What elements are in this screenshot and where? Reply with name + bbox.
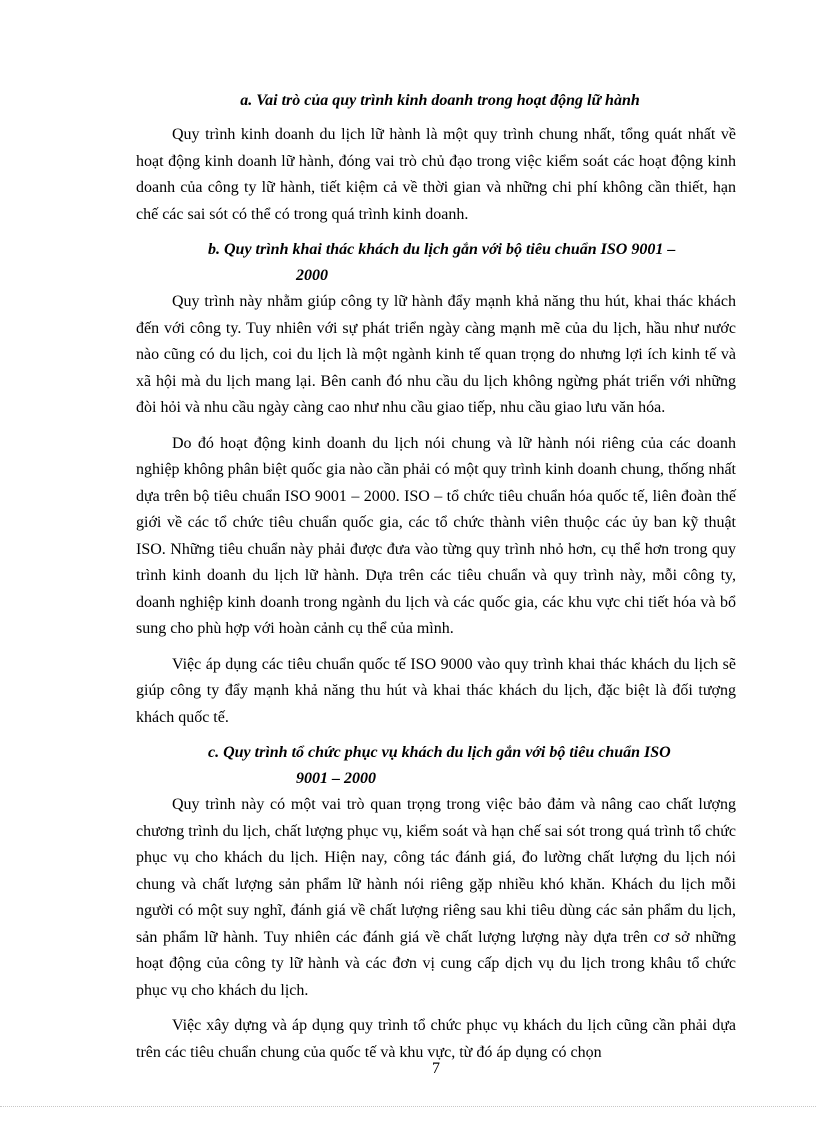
- section-c-heading: [136, 740, 736, 792]
- page-bottom-divider: [0, 1106, 816, 1107]
- section-b-paragraph-2: Do đó hoạt động kinh doanh du lịch nói chung và lữ hành nói riêng của các doanh nghiệp không phân biệt quốc gia nào cần phải có một quy trình kinh doanh chung, thống nhất dựa trên bộ tiêu chuẩn ISO 9001 – 2000. ISO – tổ chức tiêu chuẩn hóa quốc tế, liên đoàn thế giới về các tổ chức tiêu chuẩn quốc gia, các tổ chức thành viên thuộc các ủy ban kỹ thuật ISO. Những tiêu chuẩn này phải được đưa vào từng quy trình nhỏ hơn, cụ thể hơn trong quy trình kinh doanh du lịch lữ hành. Dựa trên các tiêu chuẩn và quy trình này, mỗi công ty, doanh nghiệp kinh doanh trong ngành du lịch và các quốc gia, các khu vực chi tiết hóa và bổ sung cho phù hợp với hoàn cảnh cụ thể của mình.: [136, 434, 736, 637]
- section-c-heading-line1: c. Quy trình tổ chức phục vụ khách du lịch gắn với bộ tiêu chuẩn ISO: [208, 744, 671, 761]
- section-b-paragraph-1: Quy trình này nhằm giúp công ty lữ hành đẩy mạnh khả năng thu hút, khai thác khách đến với công ty. Tuy nhiên với sự phát triển ngày càng mạnh mẽ của du lịch, hầu như nước nào cũng có du lịch, coi du lịch là một ngành kinh tế quan trọng do nhưng lợi ích kinh tế và xã hội mà du lịch mang lại. Bên canh đó nhu cầu du lịch không ngừng phát triển với những đòi hỏi và nhu cầu ngày càng cao như nhu cầu giao tiếp, nhu cầu giao lưu văn hóa.: [136, 293, 736, 416]
- section-c-paragraph-2: Việc xây dựng và áp dụng quy trình tổ chức phục vụ khách du lịch cũng cần phải dựa trên các tiêu chuẩn chung của quốc tế và khu vực, từ đó áp dụng có chọn: [136, 1017, 736, 1061]
- section-b-heading-line2: 2000: [296, 267, 328, 284]
- section-c-paragraph-1: Quy trình này có một vai trò quan trọng trong việc bảo đảm và nâng cao chất lượng chương trình du lịch, chất lượng phục vụ, kiểm soát và hạn chế sai sót trong quá trình tổ chức phục vụ cho khách du lịch. Hiện nay, công tác đánh giá, đo lường chất lượng du lịch nói chung và chất lượng sản phẩm lữ hành nói riêng gặp nhiều khó khăn. Khách du lịch mỗi người có một suy nghĩ, đánh giá về chất lượng riêng sau khi tiêu dùng các sản phẩm du lịch, sản phẩm lữ hành. Tuy nhiên các đánh giá về chất lượng lượng này dựa trên cơ sở những hoạt động của công ty lữ hành và các đơn vị cung cấp dịch vụ du lịch trong khâu tổ chức phục vụ cho khách du lịch.: [136, 796, 736, 999]
- section-b-heading: [136, 237, 736, 289]
- section-a-paragraph-1: Quy trình kinh doanh du lịch lữ hành là một quy trình chung nhất, tổng quát nhất về hoạt động kinh doanh lữ hành, đóng vai trò chủ đạo trong việc kiểm soát các hoạt động kinh doanh của công ty lữ hành, tiết kiệm cả về thời gian và những chi phí không cần thiết, hạn chế các sai sót có thể có trong quá trình kinh doanh.: [136, 126, 736, 223]
- section-b-paragraph-3: Việc áp dụng các tiêu chuẩn quốc tế ISO 9000 vào quy trình khai thác khách du lịch sẽ giúp công ty đẩy mạnh khả năng thu hút và khai thác khách du lịch, đặc biệt là đối tượng khách quốc tế.: [136, 655, 736, 726]
- section-b-heading-line1: b. Quy trình khai thác khách du lịch gắn với bộ tiêu chuẩn ISO 9001 –: [208, 241, 676, 258]
- page-number: 7: [432, 1060, 440, 1077]
- document-page: [136, 88, 736, 1088]
- section-c-heading-line2: 9001 – 2000: [296, 770, 376, 787]
- section-a-heading: a. Vai trò của quy trình kinh doanh trong hoạt động lữ hành: [240, 92, 640, 109]
